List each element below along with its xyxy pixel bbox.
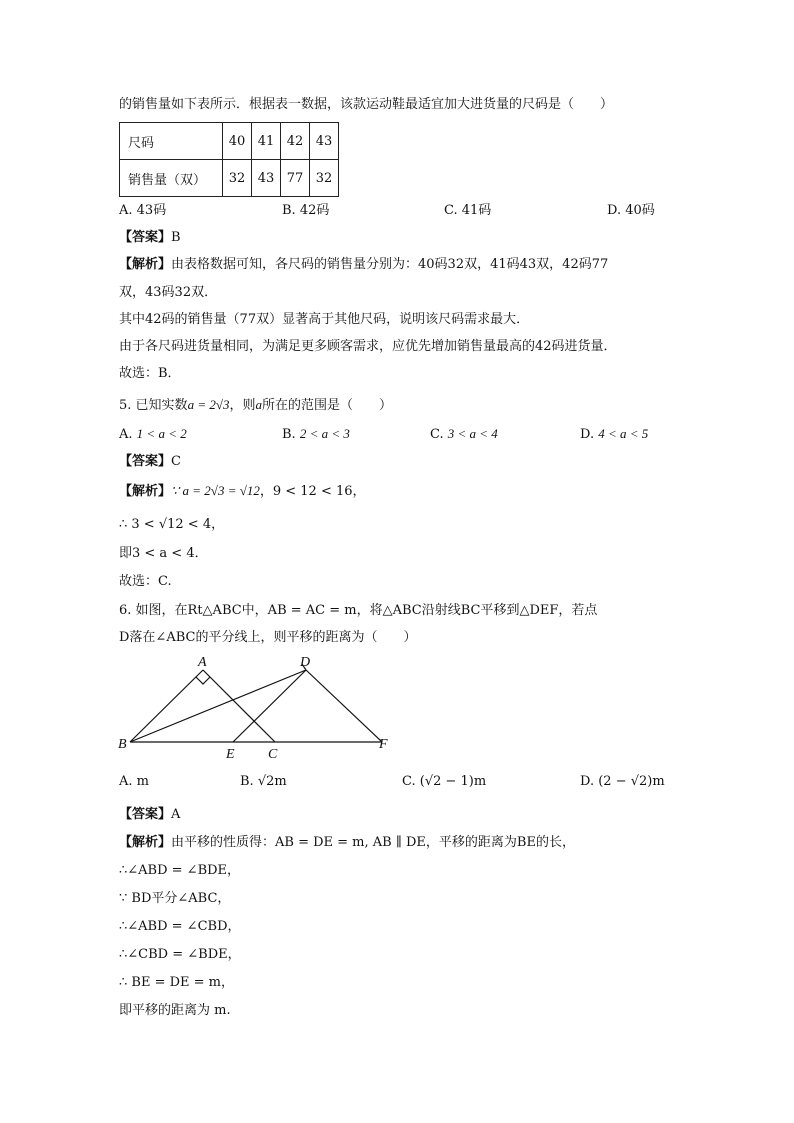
analysis-text: 由表格数据可知，各尺码的销售量分别为：40码32双，41码43双，42码77	[171, 257, 609, 272]
analysis-math: ∵ a = 2√3 = √12	[171, 483, 260, 498]
q5-stem-post: ，则	[229, 398, 256, 413]
q4-option-c: C. 41码	[444, 203, 492, 218]
q6-option-a: A. m	[119, 774, 149, 789]
q4-analysis-line-5: 故选：B．	[119, 366, 181, 381]
q6-option-b: B. √2m	[240, 774, 287, 789]
q5-analysis-line-4: 故选：C.	[119, 574, 172, 589]
q5-option-c: C. 3 < a < 4	[430, 426, 498, 442]
table-cell: 77	[281, 160, 310, 197]
right-angle-mark	[196, 677, 210, 684]
analysis-text: ，9 < 12 < 16，	[259, 484, 366, 499]
answer-tag: 【答案】	[119, 454, 172, 469]
label-a: A	[198, 655, 207, 670]
q4-option-d: D. 40码	[607, 203, 655, 218]
q6-analysis-line-4: ∴∠ABD = ∠CBD，	[119, 919, 241, 934]
q5-answer	[119, 453, 181, 471]
q6-analysis-line-1	[119, 834, 575, 852]
segment-ed	[233, 670, 306, 742]
q6-option-c: C. (√2 − 1)m	[402, 774, 487, 789]
label-c: C	[268, 747, 278, 762]
label-e: E	[226, 747, 235, 762]
q4-analysis-line-2: 双，43码32双．	[119, 285, 218, 300]
q4-option-b: B. 42码	[282, 203, 330, 218]
answer-tag: 【答案】	[119, 807, 172, 822]
q5-stem-var: a	[255, 397, 262, 412]
question-number: 6.	[119, 603, 132, 618]
q6-stem-line-2: D落在∠ABC的平分线上，则平移的距离为（ ）	[119, 630, 417, 645]
table-cell: 43	[310, 123, 339, 160]
answer-value: B	[171, 230, 181, 245]
segment-df	[306, 670, 382, 742]
q6-analysis-line-7: 即平移的距离为 m.	[119, 1003, 231, 1018]
label-d: D	[300, 655, 311, 670]
q5-analysis-line-3: 即3 < a < 4．	[119, 546, 208, 561]
q5-stem-end: 所在的范围是（ ）	[262, 398, 393, 413]
q4-analysis-line-1	[119, 256, 608, 274]
q6-analysis-line-6: ∴ BE = DE = m，	[119, 975, 235, 990]
answer-value: C	[171, 454, 181, 469]
table-cell: 尺码	[120, 123, 223, 160]
size-sales-table	[119, 122, 339, 197]
table-row	[120, 160, 339, 197]
q5-stem-math: a = 2√3	[187, 397, 230, 412]
analysis-tag: 【解析】	[119, 484, 172, 499]
q6-analysis-line-5: ∴∠CBD = ∠BDE，	[119, 947, 241, 962]
table-row	[120, 123, 339, 160]
analysis-tag: 【解析】	[119, 835, 172, 850]
q5-option-a: A. 1 < a < 2	[119, 426, 187, 442]
q5-analysis-line-1	[119, 482, 366, 501]
table-cell: 43	[252, 160, 281, 197]
q5-option-d: D. 4 < a < 5	[580, 426, 649, 442]
q4-analysis-line-3: 其中42码的销售量（77双）显著高于其他尺码，说明该尺码需求最大．	[119, 312, 530, 327]
label-b: B	[118, 737, 127, 752]
analysis-text: 由平移的性质得：AB = DE = m, AB ∥ DE，平移的距离为BE的长，	[171, 835, 575, 850]
q6-option-d: D. (2 − √2)m	[580, 774, 665, 789]
q6-analysis-line-2: ∴∠ABD = ∠BDE，	[119, 863, 241, 878]
q6-stem-line-1	[119, 602, 597, 620]
q4-stem: 的销售量如下表所示．根据表一数据，该款运动鞋最适宜加大进货量的尺码是（ ）	[119, 97, 614, 112]
table-cell: 32	[310, 160, 339, 197]
q6-stem-text: 如图，在Rt△ABC中，AB = AC = m，将△ABC沿射线BC平移到△DEF，若点	[135, 603, 598, 618]
q4-analysis-line-4: 由于各尺码进货量相同，为满足更多顾客需求，应优先增加销售量最高的42码进货量．	[119, 339, 617, 354]
q5-stem	[119, 396, 392, 415]
q5-analysis-line-2: ∴ 3 < √12 < 4，	[119, 517, 225, 532]
q6-answer	[119, 806, 180, 824]
analysis-tag: 【解析】	[119, 257, 172, 272]
table-cell: 42	[281, 123, 310, 160]
q4-answer	[119, 229, 181, 247]
label-f: F	[379, 737, 388, 752]
q5-option-b: B. 2 < a < 3	[282, 426, 350, 442]
table-cell: 41	[252, 123, 281, 160]
question-number: 5.	[119, 398, 132, 413]
table-cell: 32	[223, 160, 252, 197]
table-cell: 销售量（双）	[120, 160, 223, 197]
q4-option-a: A. 43码	[119, 203, 167, 218]
q6-analysis-line-3: ∵ BD平分∠ABC，	[119, 891, 231, 906]
answer-tag: 【答案】	[119, 230, 172, 245]
table-cell: 40	[223, 123, 252, 160]
segment-ac	[203, 670, 275, 742]
bisector-bd	[130, 670, 306, 742]
q5-stem-pre: 已知实数	[135, 398, 188, 413]
answer-value: A	[171, 807, 181, 822]
segment-ab	[130, 670, 203, 742]
q6-geometry-figure	[110, 652, 410, 762]
